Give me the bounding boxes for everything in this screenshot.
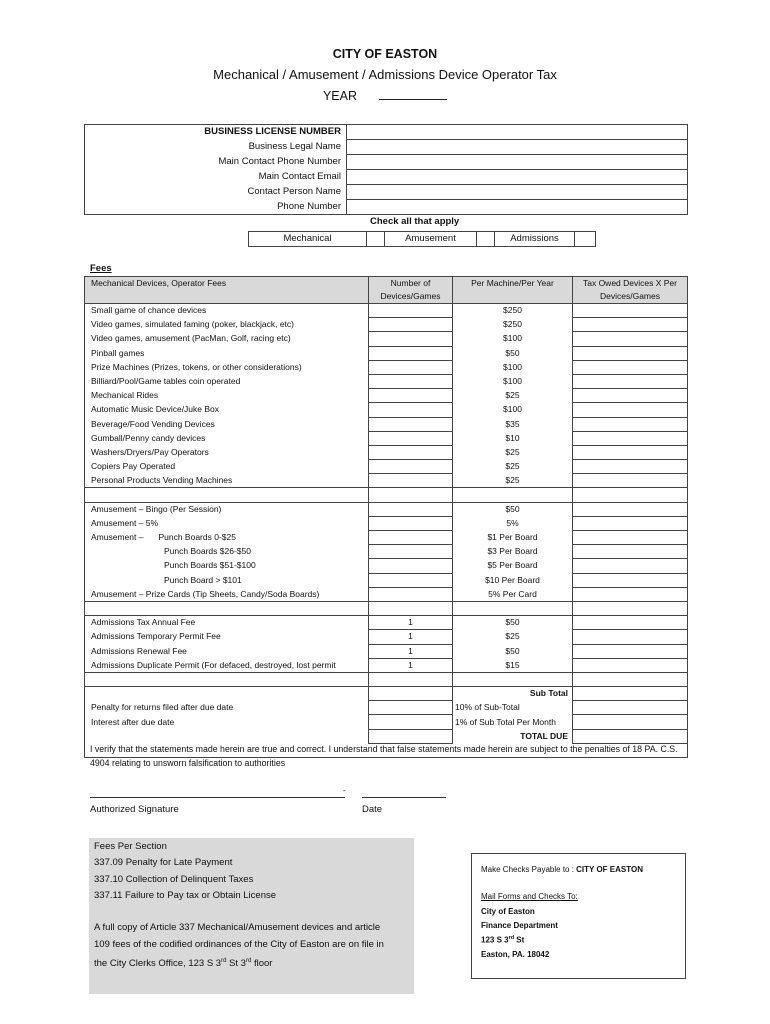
device-name: Copiers Pay Operated: [85, 460, 369, 474]
subtotal-spacer: [85, 687, 369, 701]
spacer-row: [85, 601, 688, 615]
device-name: Video games, simulated faming (poker, blackjack, etc): [85, 318, 369, 332]
device-name: Washers/Dryers/Pay Operators: [85, 445, 369, 459]
spacer-row: [85, 672, 688, 686]
form-title: Mechanical / Amusement / Admissions Device Operator Tax: [213, 67, 557, 82]
tax-owed-field[interactable]: [573, 346, 688, 360]
address-line-4: Easton, PA. 18042: [481, 950, 550, 959]
tax-owed-field[interactable]: [573, 658, 688, 672]
mechanical-fee-row: [85, 460, 688, 474]
type-admissions-label: Admissions: [495, 232, 575, 247]
tax-owed-field[interactable]: [573, 502, 688, 516]
device-count-field[interactable]: [369, 445, 453, 459]
tax-owed-field[interactable]: [573, 531, 688, 545]
device-name: Automatic Music Device/Juke Box: [85, 403, 369, 417]
device-count-field[interactable]: [369, 360, 453, 374]
device-fee: $250: [453, 318, 573, 332]
header-tax-owed: Tax Owed Devices X Per Devices/Games: [573, 277, 688, 304]
business-legal-name-label: Business Legal Name: [85, 140, 347, 155]
device-fee: $25: [453, 389, 573, 403]
admissions-count: 1: [369, 630, 453, 644]
tax-type-selector: [248, 231, 596, 247]
mechanical-fee-row: [85, 445, 688, 459]
payable-label: Make Checks Payable to :: [481, 865, 577, 874]
phone-number-label: Phone Number: [85, 200, 347, 215]
main-email-field[interactable]: [347, 170, 688, 185]
device-fee: $250: [453, 304, 573, 318]
admissions-count: 1: [369, 644, 453, 658]
year-line: [0, 88, 770, 103]
device-fee: $10: [453, 431, 573, 445]
tax-owed-field[interactable]: [573, 573, 688, 587]
contact-person-field[interactable]: [347, 185, 688, 200]
admissions-fee: $15: [453, 658, 573, 672]
header-rate: Per Machine/Per Year: [453, 277, 573, 304]
article-note-sup: rd: [245, 958, 252, 964]
fees-header-row: [85, 277, 688, 304]
signature-label: Authorized Signature: [90, 804, 179, 815]
device-name: Pinball games: [85, 346, 369, 360]
penalty-field[interactable]: [573, 701, 688, 715]
admissions-name: Admissions Renewal Fee: [85, 644, 369, 658]
total-due-label: TOTAL DUE: [453, 729, 573, 743]
interest-row: [85, 715, 688, 729]
amusement-fee: $10 Per Board: [453, 573, 573, 587]
amusement-name: [85, 516, 369, 530]
mechanical-fee-row: [85, 417, 688, 431]
payment-info-box: [471, 853, 686, 979]
admissions-name: Admissions Temporary Permit Fee: [85, 630, 369, 644]
device-fee: $25: [453, 445, 573, 459]
device-name: Mechanical Rides: [85, 389, 369, 403]
tax-owed-field[interactable]: [573, 431, 688, 445]
type-admissions-checkbox[interactable]: [575, 232, 596, 247]
admissions-fee-row: [85, 644, 688, 658]
amusement-sub-label: Punch Boards $51-$100: [164, 560, 256, 571]
device-fee: $50: [453, 346, 573, 360]
payable-line: [481, 865, 643, 874]
type-amusement-label: Amusement: [385, 232, 477, 247]
device-name: Prize Machines (Prizes, tokens, or other considerations): [85, 360, 369, 374]
header-device: Mechanical Devices, Operator Fees: [85, 277, 369, 304]
device-count-field[interactable]: [369, 346, 453, 360]
address-line-1: City of Easton: [481, 907, 535, 916]
device-count-field[interactable]: [369, 304, 453, 318]
payable-name: CITY OF EASTON: [576, 865, 643, 874]
device-name: Beverage/Food Vending Devices: [85, 417, 369, 431]
contact-person-label: Contact Person Name: [85, 185, 347, 200]
article-note-line: 109 fees of the codified ordinances of the City of Easton are on file in: [94, 939, 384, 950]
device-fee: $100: [453, 374, 573, 388]
admissions-fee: $50: [453, 616, 573, 630]
year-input[interactable]: [379, 88, 447, 100]
mail-label: Mail Forms and Checks To:: [481, 892, 578, 901]
admissions-fee: $25: [453, 630, 573, 644]
amusement-count-field[interactable]: [369, 502, 453, 516]
amusement-fee: 5%: [453, 516, 573, 530]
tax-owed-field[interactable]: [573, 389, 688, 403]
spacer-cell: [573, 601, 688, 615]
tax-owed-field[interactable]: [573, 360, 688, 374]
penalty-row: [85, 701, 688, 715]
amusement-label: Amusement – Bingo (Per Session): [91, 503, 222, 514]
article-note-text: St 3: [226, 958, 246, 970]
tax-owed-field[interactable]: [573, 616, 688, 630]
signature-line[interactable]: [90, 789, 345, 798]
phone-number-field[interactable]: [347, 200, 688, 215]
interest-value: 1% of Sub Total Per Month: [453, 715, 573, 729]
amusement-count-field[interactable]: [369, 516, 453, 530]
address-street: 123 S 3: [481, 935, 509, 945]
subtotal-label: Sub Total: [453, 687, 573, 701]
business-legal-name-field[interactable]: [347, 140, 688, 155]
device-count-field[interactable]: [369, 374, 453, 388]
interest-spacer: [369, 715, 453, 729]
spacer-row: [85, 488, 688, 502]
spacer-cell: [85, 601, 369, 615]
tax-owed-field[interactable]: [573, 559, 688, 573]
mechanical-fee-row: [85, 346, 688, 360]
address-street-end: St: [514, 935, 525, 945]
amusement-fee: $1 Per Board: [453, 531, 573, 545]
fees-section-title: Fees Per Section: [94, 841, 167, 852]
interest-field[interactable]: [573, 715, 688, 729]
subtotal-field[interactable]: [573, 687, 688, 701]
verification-statement: I verify that the statements made herein are true and correct. I understand that false statements made herein are subject to the penalties of 18 PA. C.S. 4904 relating to unsworn falsification to authorities: [90, 744, 678, 768]
admissions-name: Admissions Duplicate Permit (For defaced, destroyed, lost permit: [85, 658, 369, 672]
type-mechanical-label: Mechanical: [249, 232, 367, 247]
subtotal-row: [85, 687, 688, 701]
fees-heading: Fees: [90, 263, 112, 274]
header-count: Number of Devices/Games: [369, 277, 453, 304]
tax-owed-field[interactable]: [573, 644, 688, 658]
device-count-field[interactable]: [369, 332, 453, 346]
amusement-label: Amusement –: [91, 532, 144, 543]
tax-owed-field[interactable]: [573, 460, 688, 474]
amusement-count-field[interactable]: [369, 573, 453, 587]
admissions-fee-row: [85, 630, 688, 644]
amusement-name: [85, 531, 369, 545]
device-fee: $35: [453, 417, 573, 431]
device-count-field[interactable]: [369, 431, 453, 445]
tax-owed-field[interactable]: [573, 318, 688, 332]
amusement-name: [85, 559, 369, 573]
spacer-cell: [573, 488, 688, 502]
device-count-field[interactable]: [369, 460, 453, 474]
mechanical-fee-row: [85, 332, 688, 346]
subtotal-spacer: [369, 687, 453, 701]
device-fee: $100: [453, 360, 573, 374]
penalty-label: Penalty for returns filed after due date: [85, 701, 369, 715]
tax-owed-field[interactable]: [573, 332, 688, 346]
spacer-cell: [453, 488, 573, 502]
fees-per-section-box: [89, 838, 414, 994]
amusement-fee: $50: [453, 502, 573, 516]
admissions-name: Admissions Tax Annual Fee: [85, 616, 369, 630]
admissions-count: 1: [369, 658, 453, 672]
mechanical-fee-row: [85, 318, 688, 332]
amusement-fee: $3 Per Board: [453, 545, 573, 559]
device-name: Small game of chance devices: [85, 304, 369, 318]
amusement-sub-label: Punch Boards 0-$25: [158, 532, 236, 543]
amusement-fee-row: [85, 587, 688, 601]
article-note-text: floor: [251, 958, 273, 970]
fees-section-line: 337.11 Failure to Pay tax or Obtain License: [94, 890, 277, 901]
spacer-cell: [369, 672, 453, 686]
date-label: Date: [362, 804, 383, 815]
spacer-cell: [369, 601, 453, 615]
date-line[interactable]: [362, 789, 446, 798]
tax-owed-field[interactable]: [573, 417, 688, 431]
main-email-label: Main Contact Email: [85, 170, 347, 185]
spacer-cell: [453, 672, 573, 686]
interest-label: Interest after due date: [85, 715, 369, 729]
tax-owed-field[interactable]: [573, 474, 688, 488]
article-note-line: [94, 953, 272, 972]
device-count-field[interactable]: [369, 389, 453, 403]
year-label: YEAR: [322, 89, 358, 103]
address-line-3: [481, 935, 524, 945]
signature-tick: -: [343, 786, 346, 795]
city-title: CITY OF EASTON: [332, 47, 438, 61]
amusement-sub-label: Punch Boards $26-$50: [164, 546, 251, 557]
mechanical-fee-row: [85, 374, 688, 388]
device-count-field[interactable]: [369, 403, 453, 417]
business-info-table: [84, 124, 688, 215]
fees-section-line: 337.10 Collection of Delinquent Taxes: [94, 874, 254, 885]
tax-owed-field[interactable]: [573, 587, 688, 601]
amusement-name: [85, 545, 369, 559]
main-phone-field[interactable]: [347, 155, 688, 170]
spacer-cell: [453, 601, 573, 615]
tax-owed-field[interactable]: [573, 630, 688, 644]
tax-owed-field[interactable]: [573, 516, 688, 530]
device-name: Gumball/Penny candy devices: [85, 431, 369, 445]
amusement-fee-row: [85, 559, 688, 573]
tax-owed-field[interactable]: [573, 374, 688, 388]
device-count-field[interactable]: [369, 474, 453, 488]
spacer-cell: [573, 672, 688, 686]
spacer-cell: [85, 672, 369, 686]
type-mechanical-checkbox[interactable]: [367, 232, 385, 247]
penalty-value: 10% of Sub-Total: [453, 701, 573, 715]
article-note-line: A full copy of Article 337 Mechanical/Amusement devices and article: [94, 922, 381, 933]
business-license-label: BUSINESS LICENSE NUMBER: [85, 125, 347, 140]
tax-owed-field[interactable]: [573, 445, 688, 459]
amusement-fee-row: [85, 573, 688, 587]
device-fee: $100: [453, 332, 573, 346]
fees-section-line: 337.09 Penalty for Late Payment: [94, 857, 233, 868]
spacer-cell: [369, 488, 453, 502]
penalty-spacer: [369, 701, 453, 715]
mechanical-fee-row: [85, 431, 688, 445]
mechanical-fee-row: [85, 360, 688, 374]
amusement-fee: $5 Per Board: [453, 559, 573, 573]
amusement-count-field[interactable]: [369, 559, 453, 573]
main-phone-label: Main Contact Phone Number: [85, 155, 347, 170]
amusement-fee: 5% Per Card: [453, 587, 573, 601]
tax-owed-field[interactable]: [573, 403, 688, 417]
article-note-sup: rd: [221, 958, 227, 964]
device-fee: $25: [453, 474, 573, 488]
spacer-cell: [85, 488, 369, 502]
admissions-fee-row: [85, 658, 688, 672]
amusement-count-field[interactable]: [369, 545, 453, 559]
device-count-field[interactable]: [369, 318, 453, 332]
admissions-count: 1: [369, 616, 453, 630]
amusement-name: [85, 573, 369, 587]
fees-table: [84, 276, 688, 758]
tax-owed-field[interactable]: [573, 304, 688, 318]
address-sup: rd: [508, 935, 515, 941]
check-all-label: Check all that apply: [370, 216, 460, 227]
type-amusement-checkbox[interactable]: [477, 232, 495, 247]
amusement-label: Amusement – Prize Cards (Tip Sheets, Candy/Soda Boards): [91, 588, 320, 599]
device-name: Billiard/Pool/Game tables coin operated: [85, 374, 369, 388]
amusement-name: [85, 587, 369, 601]
device-fee: $100: [453, 403, 573, 417]
amusement-count-field[interactable]: [369, 531, 453, 545]
article-note-text: the City Clerks Office, 123 S 3: [94, 958, 222, 970]
mechanical-fee-row: [85, 474, 688, 488]
amusement-fee-row: [85, 545, 688, 559]
address-line-2: Finance Department: [481, 921, 558, 930]
mechanical-fee-row: [85, 403, 688, 417]
device-name: Video games, amusement (PacMan, Golf, racing etc): [85, 332, 369, 346]
amusement-fee-row: [85, 531, 688, 545]
amusement-count-field[interactable]: [369, 587, 453, 601]
admissions-fee-row: [85, 616, 688, 630]
device-fee: $25: [453, 460, 573, 474]
amusement-name: [85, 502, 369, 516]
mechanical-fee-row: [85, 304, 688, 318]
amusement-label: Amusement – 5%: [91, 517, 159, 528]
business-license-field[interactable]: [347, 125, 688, 140]
device-count-field[interactable]: [369, 417, 453, 431]
mechanical-fee-row: [85, 389, 688, 403]
admissions-fee: $50: [453, 644, 573, 658]
device-name: Personal Products Vending Machines: [85, 474, 369, 488]
amusement-fee-row: [85, 502, 688, 516]
amusement-sub-label: Punch Board > $101: [164, 574, 242, 585]
tax-owed-field[interactable]: [573, 545, 688, 559]
amusement-fee-row: [85, 516, 688, 530]
